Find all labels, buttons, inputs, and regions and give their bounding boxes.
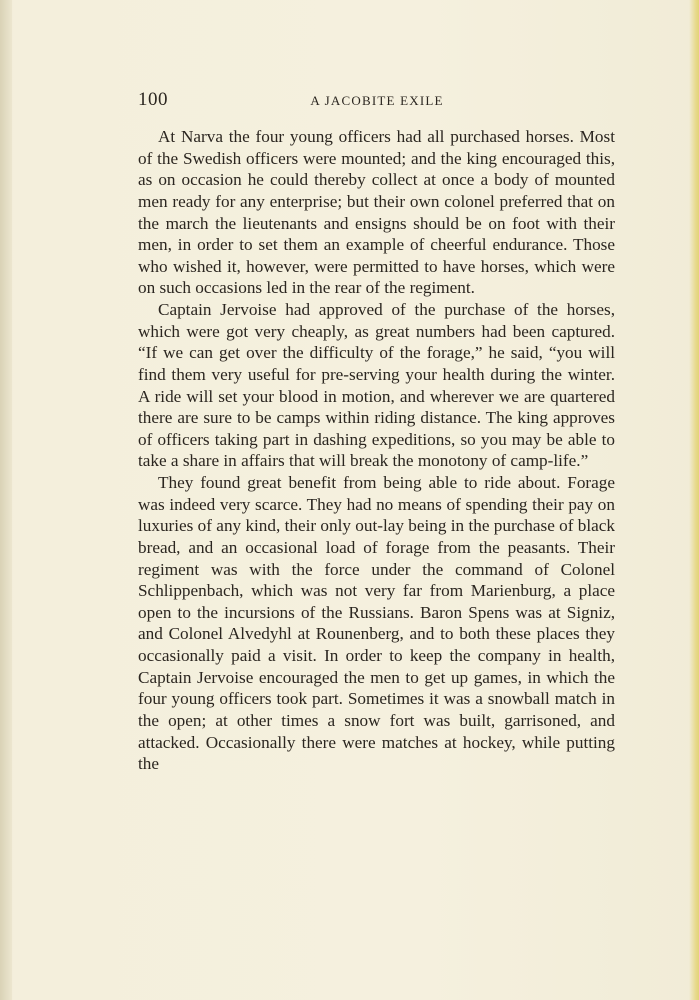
paragraph-2: Captain Jervoise had approved of the purchase of the horses, which were got very cheaply, as great numbers had been captured. “If we can get over the difficulty of the forage,” he said, “you will find them very useful for pre-serving your health during the winter. A ride will set your blood in motion, and wherever we are quartered there are sure to be camps within riding distance. The king approves of officers taking part in dashing expeditions, so you may be able to take a share in affairs that will break the monotony of camp-life.”: [138, 300, 615, 471]
running-title: A JACOBITE EXILE: [310, 93, 444, 108]
page-gutter: [0, 0, 12, 1000]
page-number: 100: [138, 89, 168, 110]
page-header: [138, 89, 616, 113]
page-edge: [689, 0, 699, 1000]
body-text: [138, 126, 615, 775]
paragraph-1: At Narva the four young officers had all purchased horses. Most of the Swedish officers were mounted; and the king encouraged this, as on occasion he could thereby collect at once a body of mounted men ready for any enterprise; but their own colonel preferred that on the march the lieutenants and ensigns should be on foot with their men, in order to set them an example of cheerful endurance. Those who wished it, however, were permitted to have horses, which were on such occasions led in the rear of the regiment.: [138, 127, 615, 298]
paragraph-3: They found great benefit from being able to ride about. Forage was indeed very scarce. They had no means of spending their pay on luxuries of any kind, their only out-lay being in the purchase of black bread, and an occasional load of forage from the peasants. Their regiment was with the force under the command of Colonel Schlippenbach, which was not very far from Marienburg, a place open to the incursions of the Russians. Baron Spens was at Signiz, and Colonel Alvedyhl at Rounenberg, and to both these places they occasionally paid a visit. In order to keep the company in health, Captain Jervoise encouraged the men to get up games, in which the four young officers took part. Sometimes it was a snowball match in the open; at other times a snow fort was built, garrisoned, and attacked. Occasionally there were matches at hockey, while putting the: [138, 473, 615, 774]
